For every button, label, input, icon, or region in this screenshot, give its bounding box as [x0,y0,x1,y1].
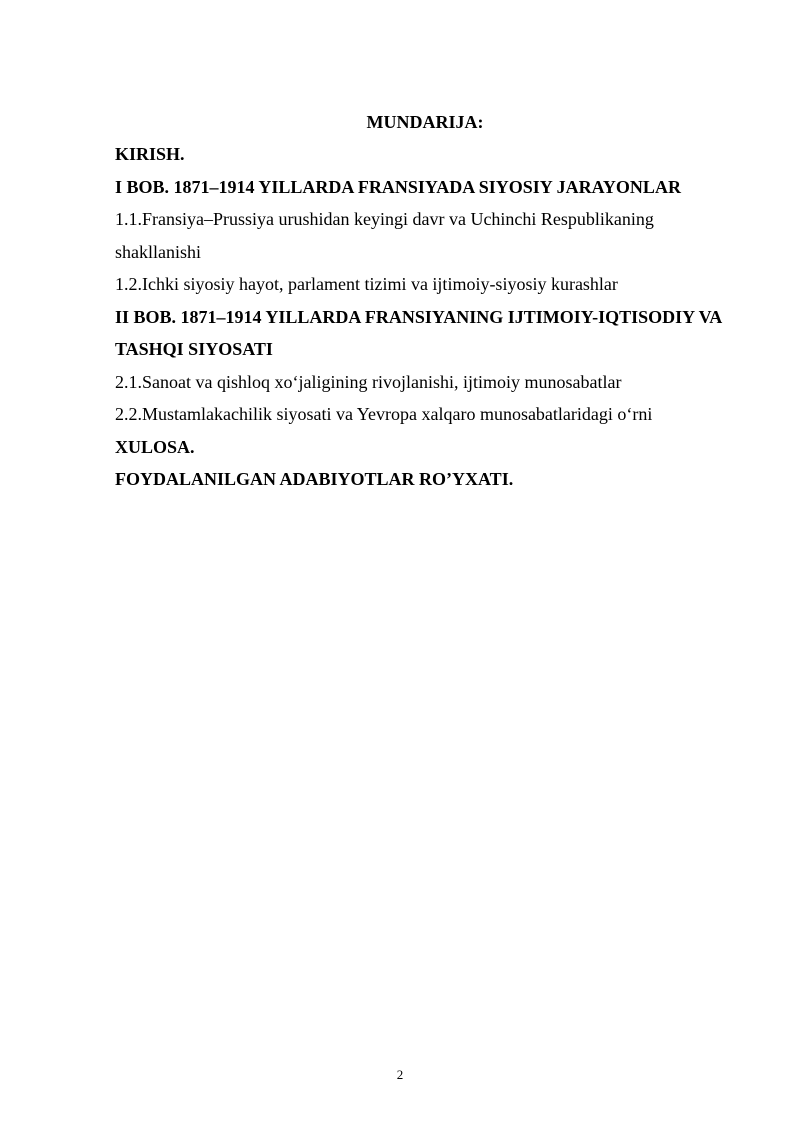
toc-entry-introduction: KIRISH. [115,144,185,164]
toc-entry-chapter-2: II BOB. 1871–1914 YILLARDA FRANSIYANING IJTIMOIY-IQTISODIY VA TASHQI SIYOSATI [115,306,722,359]
toc-entry-chapter-1: I BOB. 1871–1914 YILLARDA FRANSIYADA SIYOSIY JARAYONLAR [115,176,681,197]
toc-title: MUNDARIJA: [366,112,484,132]
toc-entry-references: FOYDALANILGAN ADABIYOTLAR RO’YXATI. [115,469,514,489]
table-of-contents [115,106,735,496]
toc-entry-section-2-2: 2.2.Mustamlakachilik siyosati va Yevropa xalqaro munosabatlaridagi o‘rni [115,404,653,424]
toc-entry-section-1-1: 1.1.Fransiya–Prussiya urushidan keyingi davr va Uchinchi Respublikaning shakllanishi [115,209,654,262]
toc-entry-section-1-2: 1.2.Ichki siyosiy hayot, parlament tizimi va ijtimoiy-siyosiy kurashlar [115,274,618,294]
page-number: 2 [396,1067,404,1082]
toc-entry-conclusion: XULOSA. [115,436,195,457]
toc-entry-section-2-1: 2.1.Sanoat va qishloq xo‘jaligining rivojlanishi, ijtimoiy munosabatlar [115,371,622,392]
